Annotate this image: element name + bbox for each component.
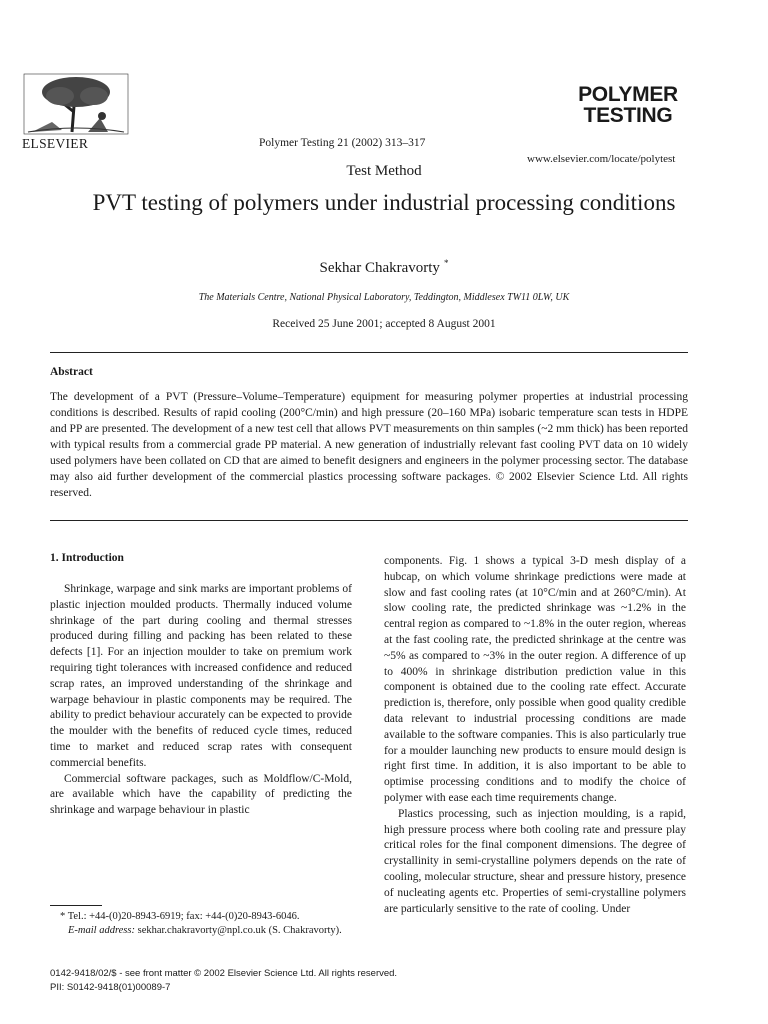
- brand-line-1: POLYMER: [578, 83, 678, 106]
- paragraph: Commercial software packages, such as Moldflow/C-Mold, are available which have the capability of predicting the shrinkage and warpage behaviour in plastic: [50, 772, 352, 817]
- abstract-top-rule: [50, 352, 688, 353]
- journal-url[interactable]: www.elsevier.com/locate/polytest: [527, 153, 676, 165]
- received-dates: Received 25 June 2001; accepted 8 August 2001: [272, 318, 496, 330]
- email-label: E-mail address:: [68, 925, 135, 936]
- issn-line: 0142-9418/02/$ - see front matter © 2002 Elsevier Science Ltd. All rights reserved.: [50, 968, 398, 979]
- section-heading-introduction: 1. Introduction: [50, 552, 124, 564]
- email-address[interactable]: sekhar.chakravorty@npl.co.uk: [137, 925, 266, 936]
- publisher-name: ELSEVIER: [22, 136, 89, 151]
- paragraph: Shrinkage, warpage and sink marks are important problems of plastic injection moulded products. Thermally induced volume shrinkage of the part during cooling and thermal stresses produced during filling and packing has been related to these defects [1]. For an injection moulder to take on premium work requiring tight tolerances with increased confidence and reduced scrap rates, an improved understanding of the shrinkage and warpage behaviour in plastic components may be required. The ability to predict behaviour accurately can be expected to provide the moulder with the benefits of reduced cycle times, reduced time to market and reduced scrap rates with consequent commercial benefits.: [50, 583, 352, 769]
- abstract-heading: Abstract: [50, 366, 93, 378]
- section-type: Test Method: [346, 163, 422, 179]
- journal-brand: [568, 84, 688, 126]
- abstract-bottom-rule: [50, 520, 688, 521]
- abstract-text: The development of a PVT (Pressure–Volume–Temperature) equipment for measuring polymer properties at industrial processing conditions is described. Results of rapid cooling (200°C/min) and high pressure (20–160 MPa) isobaric temperature scan tests in HDPE and PP are presented. The development of a new test cell that allows PVT measurements on thin samples (~2 mm thick) has been reported with typical results from a commercial grade PP material. A new generation of industrially relevant fast cooling PVT data on 10 widely used polymers have been collated on CD that are aimed to benefit designers and engineers in the polymer processing sector. The database may also aid further development of the commercial plastics processing software packages. © 2002 Elsevier Science Ltd. All rights reserved.: [50, 391, 688, 499]
- footnote-mark: *: [60, 911, 66, 922]
- brand-line-2: TESTING: [583, 104, 673, 127]
- journal-citation: Polymer Testing 21 (2002) 313–317: [259, 137, 426, 149]
- author-affiliation: The Materials Centre, National Physical Laboratory, Teddington, Middlesex TW11 0LW, UK: [198, 292, 570, 303]
- author-footnote: [50, 910, 352, 938]
- right-column: [384, 554, 686, 917]
- footnote-contact: Tel.: +44-(0)20-8943-6919; fax: +44-(0)20-8943-6046.: [67, 911, 300, 922]
- paragraph: components. Fig. 1 shows a typical 3-D mesh display of a hubcap, on which volume shrinkage predictions were made at slow and fast cooling rates (at 10°C/min and at 260°C/min). At slow cooling rate, the predicted shrinkage was ~1.2% in the central region as compared to ~1.8% in the outer region, whereas at the fast cooling rate, the predicted shrinkage at the centre was ~5% as compared to ~3% in the outer region. A difference of up to 400% in shrinkage distribution prediction value in this component is obtained due to the cooling rate effect. Accurate prediction is, therefore, only possible when good quality credible data relevant to industrial processing conditions are made available to the software companies. This is also particularly true for a moulder launching new products to ensure mould design is right first time. In addition, it is also important to be able to optimise processing conditions and to modify the choice of polymer with ease each time requirements change.: [384, 555, 686, 804]
- author-footnote-mark: *: [443, 258, 449, 268]
- left-column: [50, 582, 352, 819]
- author-name: Sekhar Chakravorty: [319, 260, 440, 276]
- email-tail: (S. Chakravorty).: [268, 925, 342, 936]
- pii-line: PII: S0142-9418(01)00089-7: [50, 982, 171, 993]
- footnote-rule: [50, 905, 102, 906]
- article-title: PVT testing of polymers under industrial processing conditions: [92, 190, 676, 215]
- author-line: [0, 258, 768, 277]
- tree-illustration-icon: [22, 72, 130, 136]
- page-footer: [50, 967, 397, 995]
- paragraph: Plastics processing, such as injection moulding, is a rapid, high pressure process where both cooling rate and pressure play critical roles for the final component dimensions. The degree of crystallinity in semi-crystalline polymers depends on the rate of cooling, molecular structure, shear and pressure history, presence of nucleating agents etc. Properties of semi-crystalline polymers are particularly sensitive to the rate of cooling. Under: [384, 807, 686, 915]
